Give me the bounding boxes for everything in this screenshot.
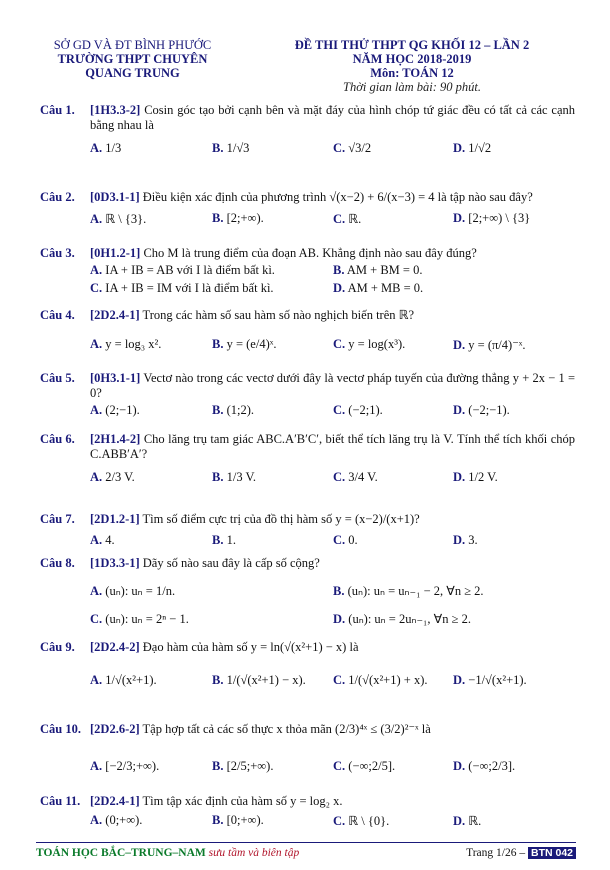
question-text: Tìm số điểm cực trị của đồ thị hàm số y = (x−2)/(x+1)? bbox=[142, 512, 420, 526]
question-text: Vectơ nào trong các vectơ dưới đây là vectơ pháp tuyến của đường thẳng y + 2x − 1 = 0? bbox=[90, 371, 575, 400]
option-a[interactable]: A. (2;−1). bbox=[90, 403, 140, 417]
exam-title: ĐỀ THI THỬ THPT QG KHỐI 12 – LẦN 2 bbox=[294, 38, 530, 52]
option-d[interactable]: D. ℝ. bbox=[453, 814, 482, 828]
option-b[interactable]: B. [2;+∞). bbox=[212, 211, 264, 225]
question-9 bbox=[40, 640, 575, 691]
question-tag: [0D3.1-1] bbox=[90, 190, 140, 204]
question-text: Tập hợp tất cả các số thực x thỏa mãn (2/3)⁴ˣ ≤ (3/2)²⁻ˣ là bbox=[142, 722, 431, 736]
option-d[interactable]: D. −1/√(x²+1). bbox=[453, 673, 527, 687]
header-left bbox=[40, 38, 225, 80]
question-number: Câu 10. bbox=[40, 722, 81, 736]
footer-brand-note: sưu tầm và biên tập bbox=[208, 847, 300, 859]
question-text: Điều kiện xác định của phương trình √(x−2) + 6/(x−3) = 4 là tập nào sau đây? bbox=[142, 190, 533, 204]
option-a[interactable]: A. (0;+∞). bbox=[90, 813, 143, 827]
question-text: Dãy số nào sau đây là cấp số cộng? bbox=[142, 556, 320, 570]
option-d[interactable]: D. (−∞;2/3]. bbox=[453, 759, 516, 773]
school-year: NĂM HỌC 2018-2019 bbox=[352, 52, 472, 66]
question-number: Câu 1. bbox=[40, 103, 75, 117]
option-c[interactable]: C. 1/(√(x²+1) + x). bbox=[333, 673, 428, 687]
question-text: Cho M là trung điểm của đoạn AB. Khẳng định nào sau đây đúng? bbox=[143, 246, 477, 260]
question-4 bbox=[40, 308, 575, 355]
question-tag: [1D3.3-1] bbox=[90, 556, 140, 570]
option-c[interactable]: C. (−2;1). bbox=[333, 403, 383, 417]
question-number: Câu 4. bbox=[40, 308, 75, 322]
option-a[interactable]: A. 1/√(x²+1). bbox=[90, 673, 157, 687]
option-d[interactable]: D. 1/√2 bbox=[453, 141, 492, 155]
option-a[interactable]: A. ℝ \ {3}. bbox=[90, 212, 147, 226]
question-7 bbox=[40, 512, 575, 551]
option-a[interactable]: A. 1/3 bbox=[90, 141, 122, 155]
question-number: Câu 5. bbox=[40, 371, 75, 385]
question-text: Tìm tập xác định của hàm số y = log₂ x. bbox=[142, 794, 343, 808]
question-number: Câu 7. bbox=[40, 512, 75, 526]
option-a[interactable]: A. IA + IB = AB với I là điểm bất kì. bbox=[90, 263, 275, 277]
question-tag: [2H1.4-2] bbox=[90, 432, 141, 446]
question-tag: [2D2.4-1] bbox=[90, 794, 140, 808]
option-d[interactable]: D. (−2;−1). bbox=[453, 403, 510, 417]
option-d[interactable]: D. 1/2 V. bbox=[453, 470, 498, 484]
question-text: Đạo hàm của hàm số y = ln(√(x²+1) − x) là bbox=[142, 640, 359, 654]
question-number: Câu 6. bbox=[40, 432, 75, 446]
option-d[interactable]: D. y = (π/4)⁻ˣ. bbox=[453, 338, 526, 352]
question-tag: [1H3.3-2] bbox=[90, 103, 141, 117]
question-8 bbox=[40, 556, 575, 629]
option-d[interactable]: D. AM + MB = 0. bbox=[333, 281, 424, 295]
option-d[interactable]: D. (uₙ): uₙ = 2uₙ₋₁, ∀n ≥ 2. bbox=[333, 612, 471, 626]
question-2 bbox=[40, 190, 575, 229]
option-b[interactable]: B. y = (e/4)ˣ. bbox=[212, 337, 277, 351]
option-b[interactable]: B. 1. bbox=[212, 533, 236, 547]
question-10 bbox=[40, 722, 575, 777]
question-11 bbox=[40, 794, 575, 831]
option-c[interactable]: C. 0. bbox=[333, 533, 358, 547]
question-tag: [2D2.6-2] bbox=[90, 722, 140, 736]
question-number: Câu 9. bbox=[40, 640, 75, 654]
question-text: Trong các hàm số sau hàm số nào nghịch biến trên ℝ? bbox=[142, 308, 415, 322]
option-a[interactable]: A. (uₙ): uₙ = 1/n. bbox=[90, 584, 176, 598]
option-a[interactable]: A. [−2/3;+∞). bbox=[90, 759, 160, 773]
question-tag: [2D2.4-2] bbox=[90, 640, 140, 654]
option-a[interactable]: A. 2/3 V. bbox=[90, 470, 135, 484]
question-tag: [0H1.2-1] bbox=[90, 246, 141, 260]
option-c[interactable]: C. IA + IB = IM với I là điểm bất kì. bbox=[90, 281, 274, 295]
code-badge: BTN 042 bbox=[528, 847, 576, 859]
page-indicator: Trang 1/26 – BTN 042 bbox=[466, 847, 576, 859]
option-b[interactable]: B. 1/√3 bbox=[212, 141, 250, 155]
option-a[interactable]: A. y = log₃ x². bbox=[90, 337, 162, 351]
question-number: Câu 3. bbox=[40, 246, 75, 260]
question-1 bbox=[40, 103, 575, 159]
option-c[interactable]: C. (−∞;2/5]. bbox=[333, 759, 396, 773]
question-6 bbox=[40, 432, 575, 488]
question-tag: [2D1.2-1] bbox=[90, 512, 140, 526]
school-name-1: TRƯỜNG THPT CHUYÊN bbox=[57, 52, 208, 66]
header-right bbox=[282, 38, 542, 94]
option-c[interactable]: C. ℝ \ {0}. bbox=[333, 814, 390, 828]
option-b[interactable]: B. AM + BM = 0. bbox=[333, 263, 423, 277]
school-name-2: QUANG TRUNG bbox=[85, 66, 180, 80]
question-text: Cho lăng trụ tam giác ABC.A′B′C′, biết thể tích lăng trụ là V. Tính thể tích khối chóp C.ABB′A′? bbox=[90, 432, 575, 461]
option-b[interactable]: B. 1/3 V. bbox=[212, 470, 257, 484]
option-b[interactable]: B. 1/(√(x²+1) − x). bbox=[212, 673, 306, 687]
option-b[interactable]: B. [0;+∞). bbox=[212, 813, 264, 827]
option-c[interactable]: C. y = log(x³). bbox=[333, 337, 406, 351]
dept-name: SỞ GD VÀ ĐT BÌNH PHƯỚC bbox=[53, 38, 212, 52]
option-d[interactable]: D. 3. bbox=[453, 533, 478, 547]
question-3 bbox=[40, 246, 575, 299]
footer-brand: TOÁN HỌC BẮC–TRUNG–NAM sưu tầm và biên tập bbox=[36, 847, 300, 859]
question-tag: [2D2.4-1] bbox=[90, 308, 140, 322]
option-c[interactable]: C. ℝ. bbox=[333, 212, 362, 226]
page-footer bbox=[36, 842, 576, 859]
question-number: Câu 11. bbox=[40, 794, 81, 808]
question-text: Cosin góc tạo bởi cạnh bên và mặt đáy của hình chóp tứ giác đều có tất cả các cạnh bằng nhau là bbox=[90, 103, 575, 132]
question-number: Câu 2. bbox=[40, 190, 75, 204]
option-c[interactable]: C. 3/4 V. bbox=[333, 470, 378, 484]
question-number: Câu 8. bbox=[40, 556, 75, 570]
option-b[interactable]: B. (1;2). bbox=[212, 403, 255, 417]
option-c[interactable]: C. (uₙ): uₙ = 2ⁿ − 1. bbox=[90, 612, 189, 626]
option-b[interactable]: B. [2/5;+∞). bbox=[212, 759, 274, 773]
question-5 bbox=[40, 371, 575, 421]
option-b[interactable]: B. (uₙ): uₙ = uₙ₋₁ − 2, ∀n ≥ 2. bbox=[333, 584, 484, 598]
option-c[interactable]: C. √3/2 bbox=[333, 141, 372, 155]
subject: Môn: TOÁN 12 bbox=[370, 66, 454, 80]
time-limit: Thời gian làm bài: 90 phút. bbox=[343, 80, 481, 94]
option-d[interactable]: D. [2;+∞) \ {3} bbox=[453, 211, 531, 225]
question-tag: [0H3.1-1] bbox=[90, 371, 141, 385]
option-a[interactable]: A. 4. bbox=[90, 533, 115, 547]
